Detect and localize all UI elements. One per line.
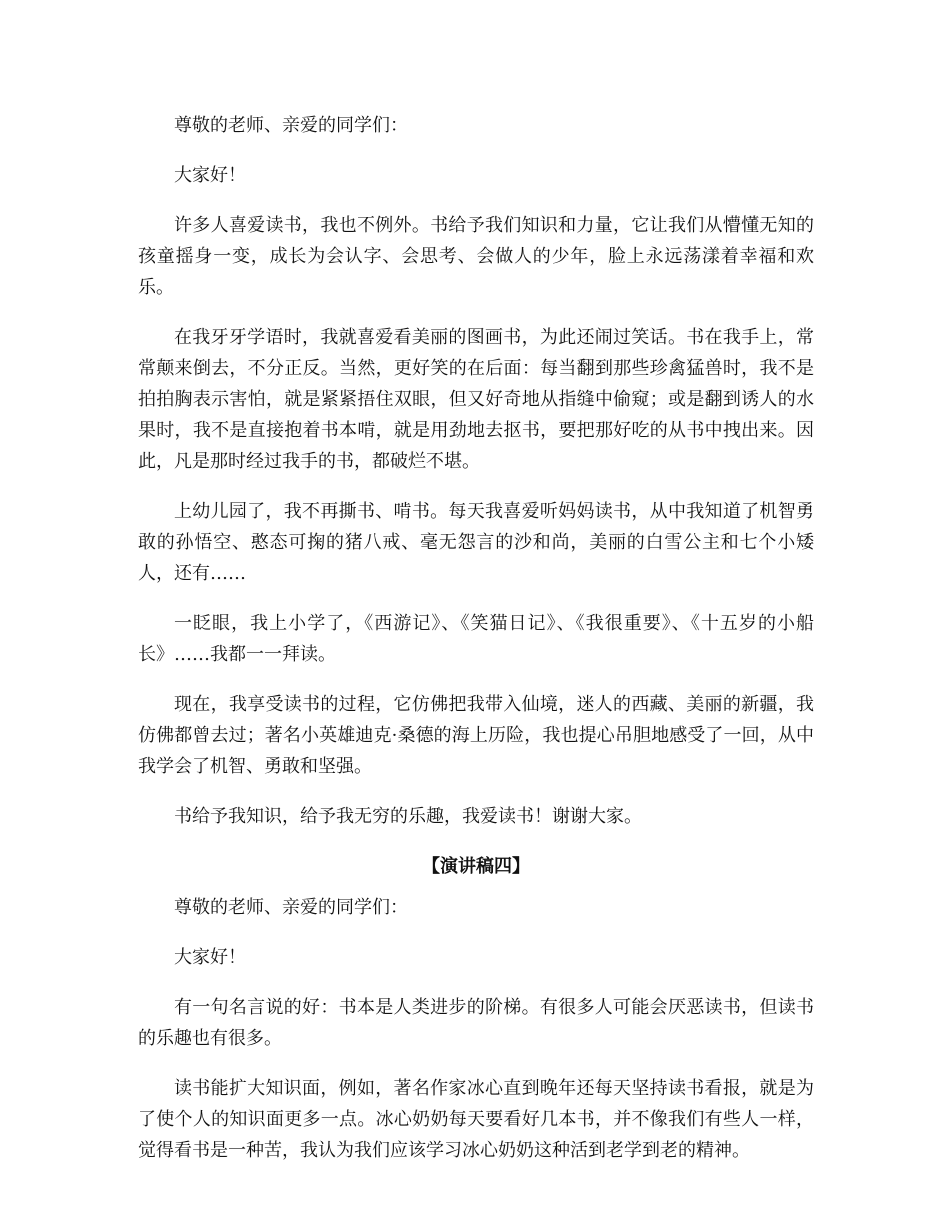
closing-paragraph: 书给予我知识，给予我无穷的乐趣，我爱读书！谢谢大家。 (174, 806, 642, 827)
body-paragraph: 有一句名言说的好：书本是人类进步的阶梯。有很多人可能会厌恶读书，但读书的乐趣也有很多。 (138, 997, 814, 1049)
body-paragraph: 一眨眼，我上小学了，《西游记》、《笑猫日记》、《我很重要》、《十五岁的小船长》……我都一一拜读。 (138, 613, 814, 665)
salutation: 尊敬的老师、亲爱的同学们： (174, 115, 408, 136)
body-paragraph: 在我牙牙学语时，我就喜爱看美丽的图画书，为此还闹过笑话。书在我手上，常常颠来倒去，不分正反。当然，更好笑的在后面：每当翻到那些珍禽猛兽时，我不是拍拍胸表示害怕，就是紧紧捂住双眼，但又好奇地从指缝中偷窥；或是翻到诱人的水果时，我不是直接抱着书本啃，就是用劲地去抠书，要把那好吃的从书中拽出来。因此，凡是那时经过我手的书，都破烂不堪。 (138, 327, 814, 472)
greeting: 大家好！ (174, 165, 246, 186)
body-paragraph: 现在，我享受读书的过程，它仿佛把我带入仙境，迷人的西藏、美丽的新疆，我仿佛都曾去过；著名小英雄迪克·桑德的海上历险，我也提心吊胆地感受了一回，从中我学会了机智、勇敢和坚强。 (138, 694, 814, 777)
document-body (138, 110, 814, 1185)
body-paragraph: 许多人喜爱读书，我也不例外。书给予我们知识和力量，它让我们从懵懂无知的孩童摇身一变，成长为会认字、会思考、会做人的少年，脸上永远荡漾着幸福和欢乐。 (138, 215, 814, 298)
body-paragraph: 读书能扩大知识面，例如，著名作家冰心直到晚年还每天坚持读书看报，就是为了使个人的知识面更多一点。冰心奶奶每天要看好几本书，并不像我们有些人一样，觉得看书是一种苦，我认为我们应该学习冰心奶奶这种活到老学到老的精神。 (138, 1078, 814, 1161)
greeting: 大家好！ (174, 947, 246, 968)
body-paragraph: 上幼儿园了，我不再撕书、啃书。每天我喜爱听妈妈读书，从中我知道了机智勇敢的孙悟空、憨态可掬的猪八戒、毫无怨言的沙和尚，美丽的白雪公主和七个小矮人，还有…… (138, 501, 814, 584)
section-heading: 【演讲稿四】 (422, 856, 530, 877)
salutation: 尊敬的老师、亲爱的同学们： (174, 897, 408, 918)
